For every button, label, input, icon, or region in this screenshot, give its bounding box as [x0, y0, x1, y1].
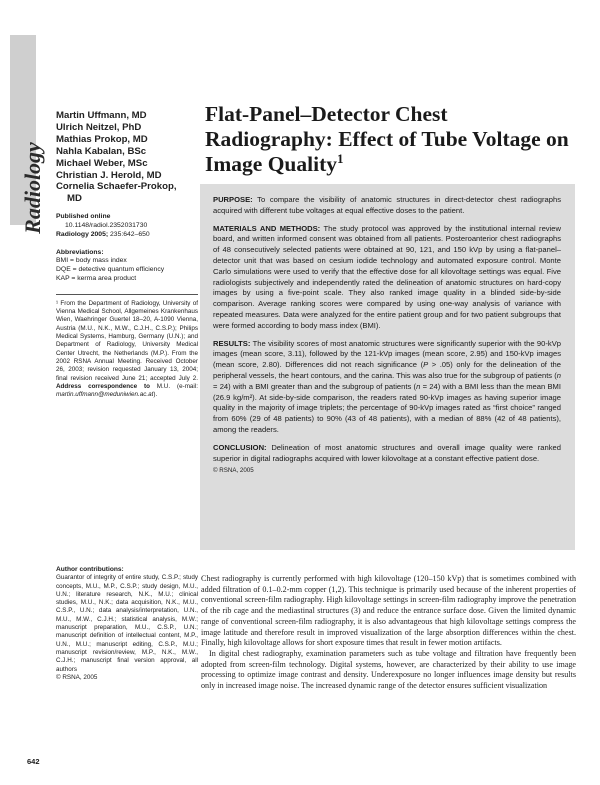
address-text: M.U. (e-mail: — [149, 382, 198, 390]
publication-info — [56, 213, 198, 239]
affiliation-main: From the Department of Radiology, University of Vienna Medical School, Allgemeines Krankenhaus Wien, Waehringer Guertel 18–20, A-1090 Vienna, Austria (M.U., N.K., M.W., C.J.H., C.S.P.); Philips Medical Systems, Hamburg, Germany (U.N.); and Department of Radiology, University Medical Center Utrecht, the Netherlands (M.P.). From the 2002 RSNA Annual Meeting. Received October 26, 2003; revision requested January 13, 2004; final revision received June 21; accepted July 2. — [56, 299, 198, 382]
doi: 10.1148/radiol.2352031730 — [65, 222, 148, 230]
contributions-text: Guarantor of integrity of entire study, C.S.P.; study concepts, M.U., M.P., C.S.P.; study design, M.U., U.N.; literature research, N.K., M.U.; clinical studies, M.U., N.K.; data acquisition, N.K., M.U., C.S.P., U.N.; data analysis/interpretation, U.N., M.U., M.W., C.J.H.; statistical analysis, M.W.; manuscript preparation, M.U., C.S.P., U.N.; manuscript definition of intellectual content, M.P., U.N., M.U.; manuscript editing, C.S.P., M.U.; manuscript revision/review, M.P., N.K., M.W., C.J.H.; manuscript final version approval, all authors — [56, 574, 198, 673]
title-footnote-marker: 1 — [336, 150, 344, 166]
body-paragraph: Chest radiography is currently performed with high kilovoltage (120–150 kVp) that is sometimes combined with added filtration of 0.1–0.2-mm copper (1,2). This technique is primarily used because of the inherent properties of conventional screen-film radiography. High kilovoltage settings in screen-film radiography improve the penetration of the rib cage and the mediastinal structures (3) and reduce the entrance surface dose. Given the limited dynamic range of conventional screen-film radiography, it is also advantageous that high kilovoltage settings compress the image latitude and therefore result in improved visualization of the large absorption differences within the chest. Finally, high kilovoltage allows for short exposure times that result in fewer motion artifacts. — [201, 574, 576, 648]
results-label: RESULTS: — [213, 338, 251, 348]
author: Michael Weber, MSc — [56, 157, 148, 169]
author: Martin Uffmann, MD — [56, 110, 147, 121]
abstract-purpose — [213, 195, 561, 217]
author: Cornelia Schaefer-Prokop, — [56, 181, 177, 193]
results-n-symbol: n — [416, 381, 421, 391]
author: Christian J. Herold, MD — [56, 169, 162, 181]
article-title — [205, 102, 575, 177]
affiliation-sup: ¹ — [56, 299, 59, 307]
abstract-results — [213, 339, 561, 436]
results-p-symbol: P — [423, 360, 429, 370]
purpose-label: PURPOSE: — [213, 195, 253, 204]
abbreviations — [56, 249, 198, 284]
citation — [56, 231, 198, 240]
author-continuation: MD — [67, 193, 82, 205]
author-sidebar — [56, 110, 198, 399]
citation-value: 235:642–650 — [108, 230, 150, 238]
author-list — [56, 110, 198, 205]
abstract-box — [200, 184, 575, 550]
abbreviation-item: BMI = body mass index — [56, 257, 127, 265]
abstract-methods — [213, 224, 561, 332]
results-n-symbol: n — [556, 370, 561, 380]
contributions-label: Author contributions: — [56, 566, 124, 573]
abbreviations-label: Abbreviations: — [56, 248, 104, 256]
author: Nahla Kabalan, BSc — [56, 145, 147, 157]
affiliation-note — [56, 300, 198, 400]
author-contributions — [56, 566, 198, 682]
contributions-copyright: © RSNA, 2005 — [56, 673, 98, 681]
results-text: = 24) with a BMI greater than and the subgroup of patients ( — [213, 381, 417, 391]
published-label: Published online — [56, 213, 111, 221]
results-text: = 24) with a BMI less than the mean BMI (26.9 kg/m²). At side-by-side comparison, the readers rated 90-kVp images as having superior image quality in the majority of image triplets; the percentage of 90-kVp images rated as “first choice” ranged from 60% (29 of 48 patients) to 90% (43 of 48 patients), with a median of 88% (42 of 48 patients), among the readers. — [213, 381, 561, 434]
conclusion-label: CONCLUSION: — [213, 442, 267, 452]
abbreviation-item: KAP = kerma area product — [56, 275, 137, 283]
page-number: 642 — [27, 757, 40, 766]
results-text: The visibility scores of most anatomic structures were significantly superior with the 90-kVp images (mean score, 3.11), followed by the 121-kVp images (mean score, 2.95) and 150-kVp images (mean score, 2.80). Differences did not reach significance ( — [213, 338, 561, 370]
title-text: Flat-Panel–Detector Chest Radiography: Effect of Tube Voltage on Image Quality — [205, 102, 569, 176]
journal-name: Radiology — [20, 142, 45, 234]
methods-label: MATERIALS AND METHODS: — [213, 223, 321, 233]
purpose-text: To compare the visibility of anatomic structures in direct-detector chest radiographs acquired with different tube voltages at equal effective doses to the patient. — [213, 195, 561, 215]
methods-text: The study protocol was approved by the institutional internal review board, and written informed consent was obtained from all patients. Posteroanterior chest radiographs of 48 consecutively selected patients were obtained at 90, 121, and 150 kVp by using a flat-panel–detector unit that was based on cesium iodide technology and automated exposure control. Monte Carlo simulations were used to verify that the effective dose for all kilovoltage settings was equal. Five radiologists subjectively and independently rated the delineation of anatomic structures on hard-copy images by using a five-point scale. They also ranked image quality in a blinded side-by-side comparison. Average ranking scores were compared by using one-way analysis of variance with repeated measures. Data were analyzed for the entire patient group and for two patient subgroups that were formed according to body mass index (BMI). — [213, 223, 561, 330]
divider — [56, 294, 198, 295]
address-label: Address correspondence to — [56, 382, 150, 390]
abstract-copyright: © RSNA, 2005 — [213, 467, 254, 475]
citation-label: Radiology 2005; — [56, 230, 109, 238]
body-text — [201, 574, 576, 692]
author: Mathias Prokop, MD — [56, 133, 148, 145]
email-link[interactable]: martin.uffmann@meduniwien.ac.at — [56, 391, 154, 399]
conclusion-text: Delineation of most anatomic structures and overall image quality were ranked superior in digital radiographs acquired with lower kilovoltage at a constant effective patient dose. — [213, 442, 561, 463]
affiliation-end: ). — [153, 391, 158, 399]
journal-sidebar-tab — [10, 35, 45, 234]
abstract-conclusion — [213, 443, 561, 465]
abbreviation-item: DQE = detective quantum efficiency — [56, 266, 165, 274]
body-paragraph: In digital chest radiography, examination parameters such as tube voltage and filtration have frequently been adopted from screen-film technology. Digital systems, however, are characterized by their ability to use image processing to optimize image contrast and density. Underexposure no longer influences image density but results only in increased image noise. The increased dynamic range of the detector ensures sufficient visualization — [201, 648, 576, 691]
author: Ulrich Neitzel, PhD — [56, 121, 142, 133]
results-text: > .05) only for the delineation of the peripheral vessels, the heart contours, and the carina. This was also true for the subgroup of patients ( — [213, 360, 561, 380]
